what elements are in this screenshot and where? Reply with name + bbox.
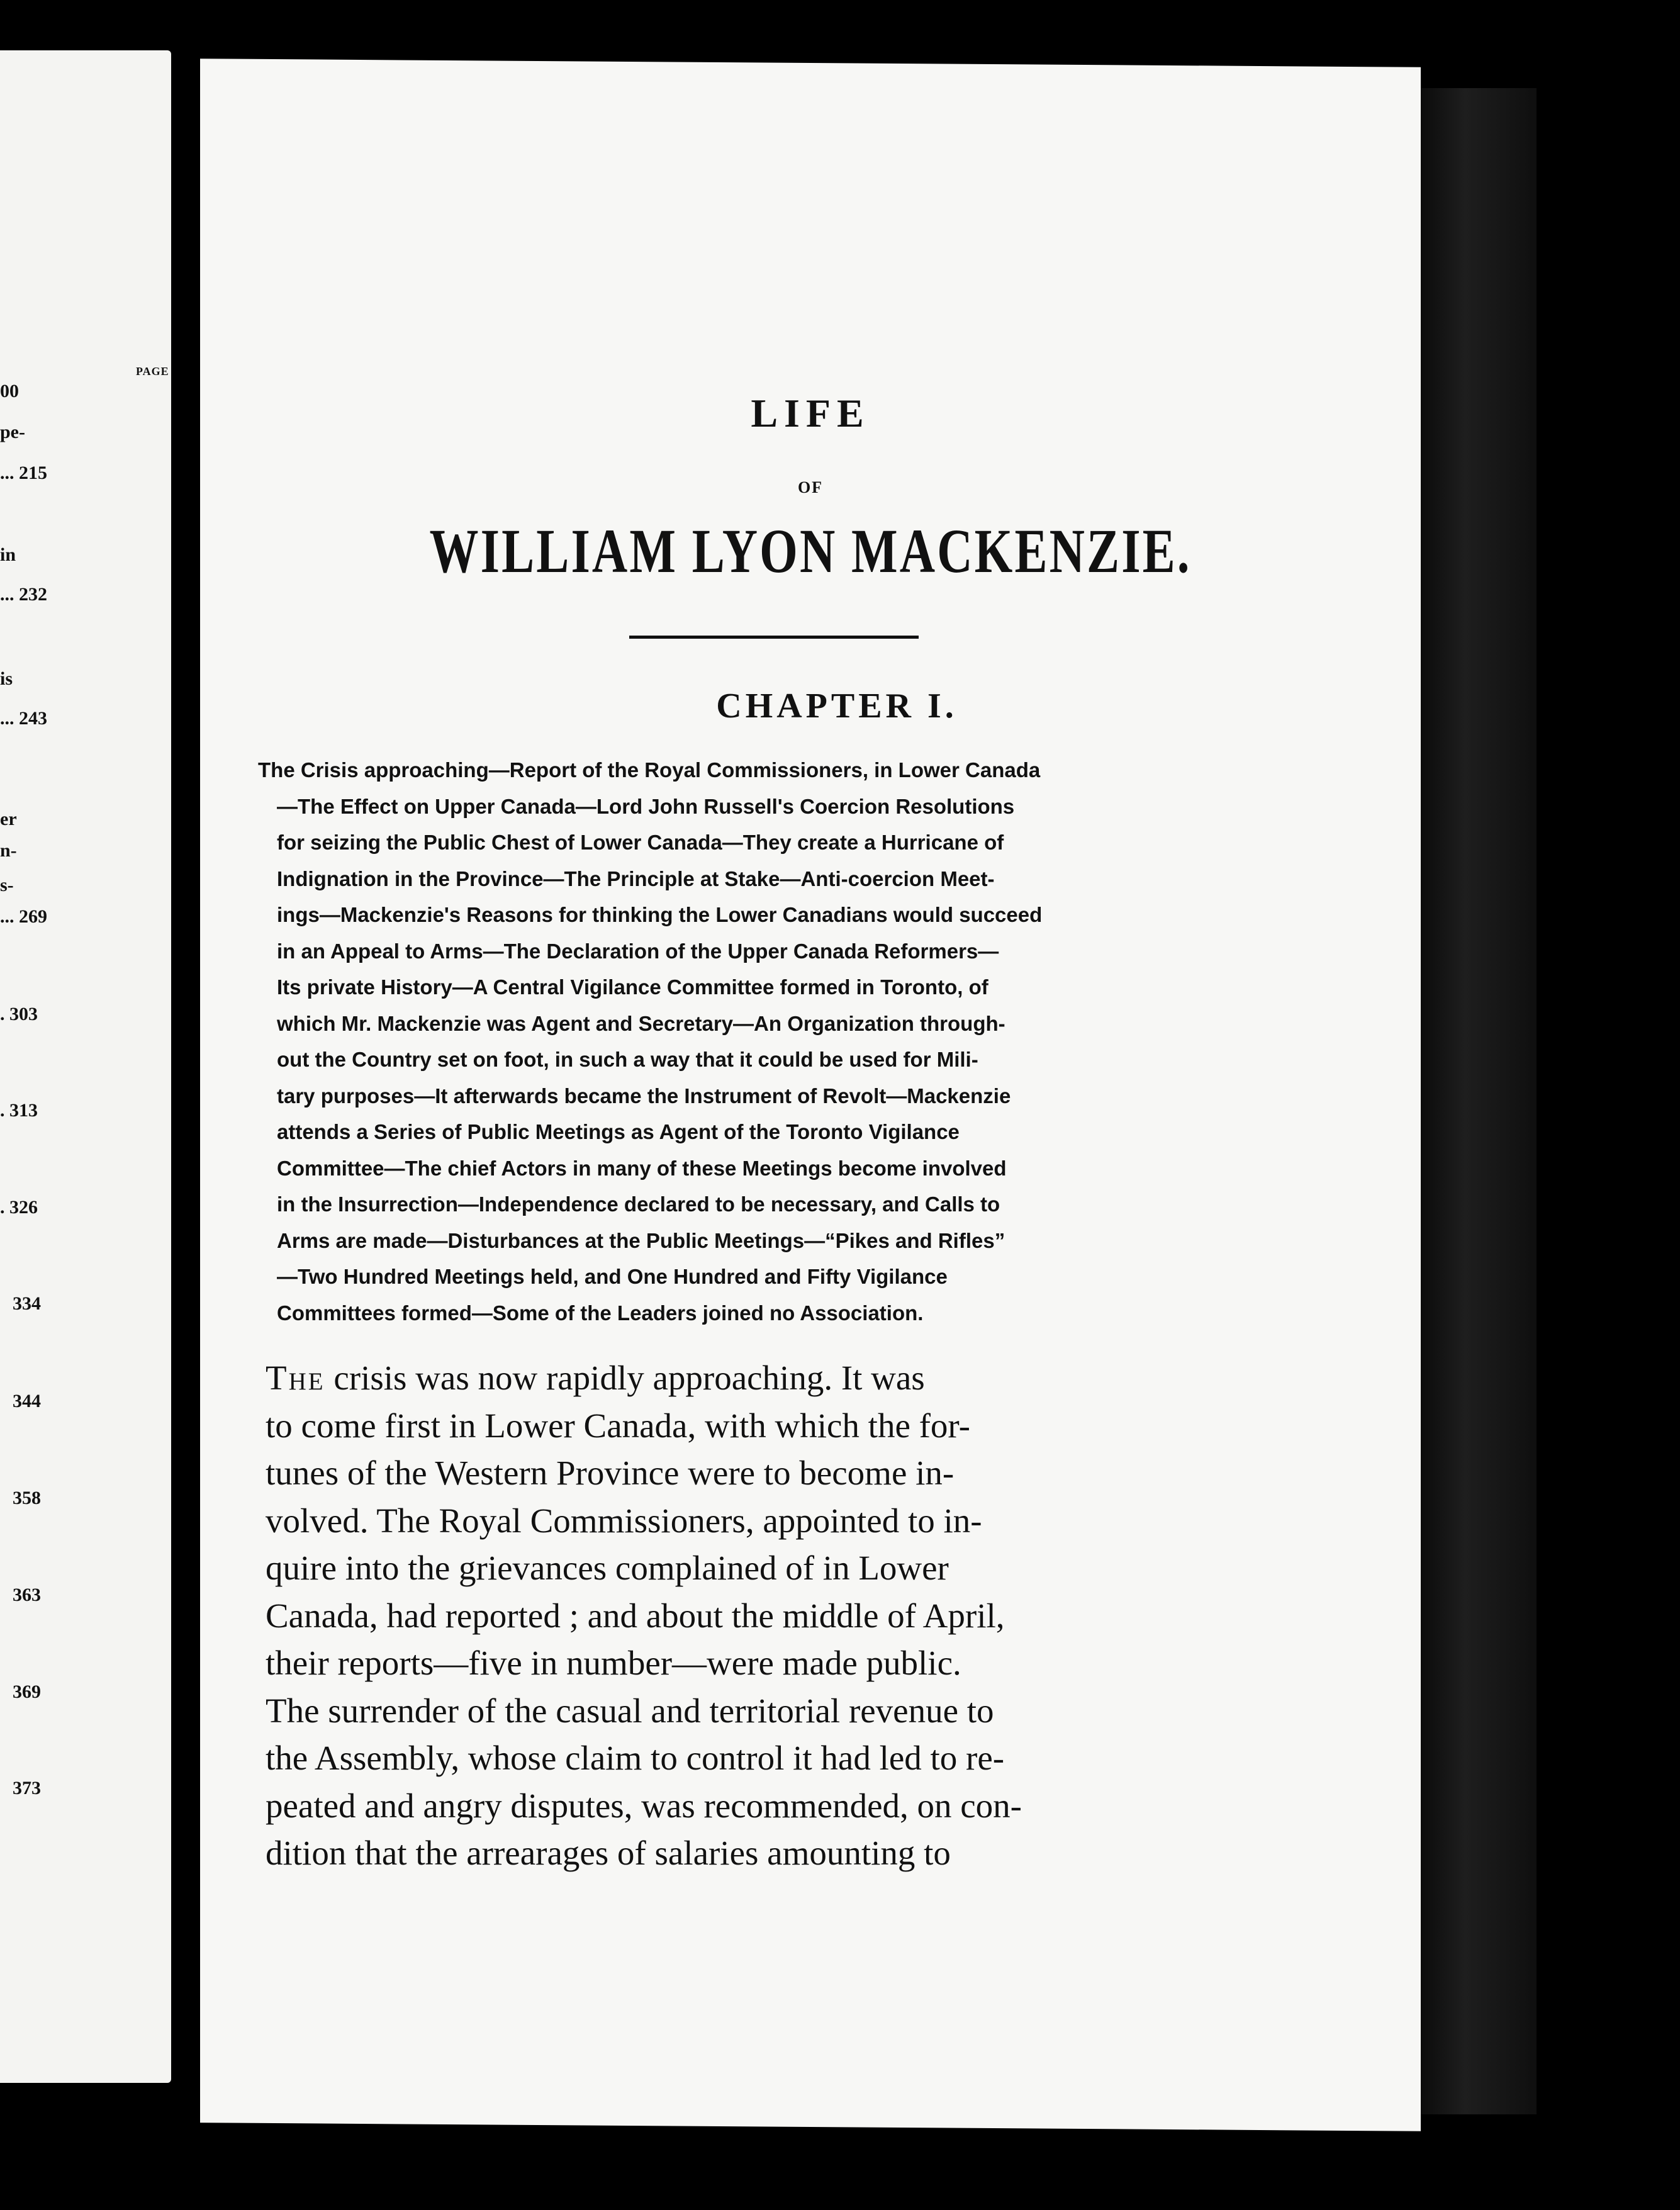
- synopsis-line: for seizing the Public Chest of Lower Canada—They create a Hurricane of: [277, 831, 1004, 854]
- synopsis-line: tary purposes—It afterwards became the Instrument of Revolt—Mackenzie: [277, 1084, 1011, 1108]
- synopsis-line: in the Insurrection—Independence declared to be necessary, and Calls to: [277, 1192, 1000, 1216]
- left-fragment: s-: [0, 875, 14, 895]
- left-fragment: . 313: [0, 1100, 38, 1121]
- left-fragment: 363: [13, 1585, 41, 1605]
- synopsis-line: ings—Mackenzie's Reasons for thinking the Lower Canadians would succeed: [277, 903, 1043, 926]
- body-line: volved. The Royal Commissioners, appointed to in-: [266, 1501, 982, 1540]
- body-line: tunes of the Western Province were to become in-: [266, 1454, 955, 1492]
- left-fragment: . 303: [0, 1004, 38, 1024]
- chapter-body: [266, 1354, 1190, 1877]
- left-fragment: 358: [13, 1488, 41, 1508]
- synopsis-line: Its private History—A Central Vigilance Committee formed in Toronto, of: [277, 975, 988, 999]
- left-page-label: PAGE: [136, 365, 169, 378]
- synopsis-line: out the Country set on foot, in such a way that it could be used for Mili-: [277, 1048, 978, 1071]
- left-fragment: is: [0, 668, 13, 689]
- body-line: quire into the grievances complained of in Lower: [266, 1549, 949, 1587]
- book-title-life: LIFE: [751, 391, 870, 435]
- body-line: to come first in Lower Canada, with which the for-: [266, 1406, 970, 1445]
- body-line: The surrender of the casual and territorial revenue to: [266, 1691, 994, 1730]
- left-fragment: ... 232: [0, 584, 47, 605]
- left-fragment: . 326: [0, 1197, 38, 1218]
- body-line: dition that the arrearages of salaries amounting to: [266, 1834, 951, 1872]
- left-fragment: pe-: [0, 422, 25, 442]
- body-line: [266, 1354, 1190, 1402]
- body-lead-word: The: [266, 1359, 325, 1397]
- chapter-synopsis: [258, 752, 1196, 1331]
- synopsis-line: Committees formed—Some of the Leaders joined no Association.: [277, 1301, 924, 1325]
- left-fragment: ... 215: [0, 463, 47, 483]
- body-line-text: crisis was now rapidly approaching. It was: [333, 1359, 925, 1397]
- left-fragment: ... 243: [0, 708, 47, 729]
- page-edge-shadow: [1417, 88, 1537, 2114]
- left-fragment: 00: [0, 381, 19, 401]
- synopsis-line: Arms are made—Disturbances at the Public Meetings—“Pikes and Rifles”: [277, 1228, 1005, 1252]
- left-fragment: ... 269: [0, 906, 47, 927]
- left-fragment: in: [0, 544, 16, 565]
- left-fragment: 344: [13, 1391, 41, 1411]
- body-line: peated and angry disputes, was recommended, on con-: [266, 1786, 1022, 1825]
- book-title-name: WILLIAM LYON MACKENZIE.: [429, 516, 1192, 586]
- left-fragment: n-: [0, 840, 17, 861]
- left-fragment: 334: [13, 1293, 41, 1314]
- facing-page: [0, 50, 171, 2083]
- left-fragment: 373: [13, 1778, 41, 1798]
- synopsis-line: Committee—The chief Actors in many of these Meetings become involved: [277, 1156, 1007, 1180]
- synopsis-line: which Mr. Mackenzie was Agent and Secretary—An Organization through-: [277, 1011, 1005, 1035]
- body-line: their reports—five in number—were made public.: [266, 1644, 961, 1682]
- title-rule: [629, 636, 919, 639]
- book-title-of: OF: [797, 478, 824, 496]
- synopsis-line: The Crisis approaching—Report of the Royal Commissioners, in Lower Canada: [258, 758, 1041, 782]
- synopsis-line: Indignation in the Province—The Principle at Stake—Anti-coercion Meet-: [277, 867, 995, 890]
- body-line: Canada, had reported ; and about the middle of April,: [266, 1596, 1005, 1635]
- synopsis-line: attends a Series of Public Meetings as Agent of the Toronto Vigilance: [277, 1120, 960, 1143]
- chapter-heading: CHAPTER I.: [716, 687, 958, 726]
- synopsis-line: in an Appeal to Arms—The Declaration of the Upper Canada Reformers—: [277, 939, 999, 963]
- synopsis-line: —Two Hundred Meetings held, and One Hundred and Fifty Vigilance: [277, 1265, 948, 1288]
- synopsis-line: —The Effect on Upper Canada—Lord John Russell's Coercion Resolutions: [277, 794, 1015, 818]
- left-fragment: 369: [13, 1681, 41, 1702]
- left-fragment: er: [0, 809, 17, 829]
- body-line: the Assembly, whose claim to control it had led to re-: [266, 1739, 1005, 1777]
